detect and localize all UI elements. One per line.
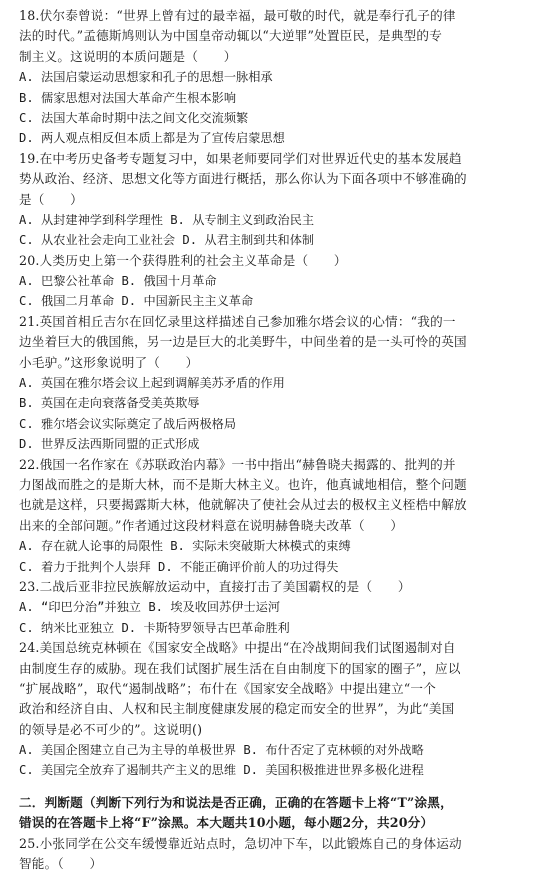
question-21 — [19, 312, 539, 455]
section-spacer — [19, 781, 539, 793]
question-23-stem-line: 23.二战后亚非拉民族解放运动中，直接打击了美国霸权的是（ ） — [19, 578, 411, 594]
question-25-stem-line: 智能。（ ） — [19, 856, 103, 872]
question-19-stem-line: 势从政治、经济、思想文化等方面进行概括，那么你认为下面各项中不够准确的 — [19, 171, 467, 187]
question-21-option-b: B. 英国在走向衰落备受美英欺辱 — [19, 396, 200, 411]
question-19-stem-line: 是（ ） — [19, 191, 83, 207]
question-18-option-c: C. 法国大革命时期中法之间文化交流频繁 — [19, 110, 249, 125]
question-18-option-b: B. 儒家思想对法国大革命产生根本影响 — [19, 90, 237, 105]
question-23-options-cd: C. 纳米比亚独立 D. 卡斯特罗领导古巴革命胜利 — [19, 620, 290, 635]
question-20-options-ab: A. 巴黎公社革命 B. 俄国十月革命 — [19, 274, 217, 289]
question-24 — [19, 638, 539, 781]
question-23-options-ab: A. “印巴分治”并独立 B. 埃及收回苏伊士运河 — [19, 600, 281, 615]
question-21-stem-line: 边坐着巨大的俄国熊，另一边是巨大的北美野牛，中间坐着的是一头可怜的英国 — [19, 334, 467, 350]
question-24-stem-line: 24.美国总统克林顿在《国家安全战略》中提出“在冷战期间我们试图遏制对自 — [19, 640, 456, 656]
question-22-stem-line: 力图战而胜之的是斯大林，而不是斯大林主义。也许，他真诚地相信，整个问题 — [19, 476, 467, 492]
question-24-options-ab: A. 美国企图建立自己为主导的单极世界 B. 布什否定了克林顿的对外战略 — [19, 743, 424, 758]
question-20-options-cd: C. 俄国二月革命 D. 中国新民主主义革命 — [19, 294, 254, 309]
question-24-options-cd: C. 美国完全放弃了遏制共产主义的思维 D. 美国积极推进世界多极化进程 — [19, 763, 424, 778]
question-25 — [19, 834, 539, 874]
question-24-stem-line: 政治和经济自由、人权和民主制度健康发展的稳定而安全的世界”，为此“美国 — [19, 701, 455, 717]
question-18-option-d: D. 两人观点相反但本质上都是为了宣传启蒙思想 — [19, 131, 285, 146]
question-22-options-cd: C. 着力于批判个人崇拜 D. 不能正确评价前人的功过得失 — [19, 559, 339, 574]
question-18-option-a: A. 法国启蒙运动思想家和孔子的思想一脉相承 — [19, 70, 273, 85]
question-24-stem-line: “扩展战略”，取代“遏制战略”；布什在《国家安全战略》中提出建立“一个 — [19, 680, 437, 696]
question-18-stem-line: 法的时代。”孟德斯鸠则认为中国皇帝动辄以“大逆罪”处置臣民，是典型的专 — [19, 28, 443, 44]
question-21-option-a: A. 英国在雅尔塔会议上起到调解美苏矛盾的作用 — [19, 376, 285, 391]
question-20-stem-line: 20.人类历史上第一个获得胜利的社会主义革命是（ ） — [19, 252, 347, 268]
question-21-stem-line: 小毛驴。”这形象说明了（ ） — [19, 354, 199, 370]
question-25-stem-line: 25.小张同学在公交车缓慢靠近站点时，急切冲下车，以此锻炼自己的身体运动 — [19, 835, 462, 851]
section-2-title-line: 错误的在答题卡上将“F”涂黑。本大题共10小题，每小题2分，共20分） — [19, 815, 434, 831]
exam-document — [19, 6, 539, 874]
question-19 — [19, 149, 539, 251]
question-21-option-c: C. 雅尔塔会议实际奠定了战后两极格局 — [19, 416, 237, 431]
question-19-options-ab: A. 从封建神学到科学理性 B. 从专制主义到政治民主 — [19, 212, 315, 227]
question-19-stem-line: 19.在中考历史备考专题复习中，如果老师要同学们对世界近代史的基本发展趋 — [19, 150, 462, 166]
question-20 — [19, 251, 539, 312]
question-22-options-ab: A. 存在就人论事的局限性 B. 实际未突破斯大林模式的束缚 — [19, 539, 351, 554]
question-22 — [19, 455, 539, 577]
question-22-stem-line: 也就是这样，只要揭露斯大林，他就解决了使社会从过去的极权主义桎梏中解放 — [19, 497, 467, 513]
question-24-stem-line: 由制度生存的威胁。现在我们试图扩展生活在自由制度下的国家的圈子”，应以 — [19, 660, 461, 676]
question-23 — [19, 577, 539, 638]
question-21-stem-line: 21.英国首相丘吉尔在回忆录里这样描述自己参加雅尔塔会议的心情：“我的一 — [19, 313, 456, 329]
question-18 — [19, 6, 539, 149]
question-18-stem-line: 18.伏尔泰曾说：“世界上曾有过的最幸福，最可敬的时代，就是奉行孔子的律 — [19, 8, 456, 23]
question-22-stem-line: 22.俄国一名作家在《苏联政治内幕》一书中指出“赫鲁晓夫揭露的、批判的并 — [19, 456, 456, 472]
section-2-heading — [19, 793, 539, 834]
question-19-options-cd: C. 从农业社会走向工业社会 D. 从君主制到共和体制 — [19, 233, 315, 248]
question-22-stem-line: 出来的全部问题。”作者通过这段材料意在说明赫鲁晓夫改革（ ） — [19, 517, 404, 533]
question-18-stem-line: 制主义。这说明的本质问题是（ ） — [19, 48, 237, 64]
question-21-option-d: D. 世界反法西斯同盟的正式形成 — [19, 437, 200, 452]
question-24-stem-line: 的领导是必不可少的”。这说明() — [19, 721, 203, 737]
section-2-title-line: 二．判断题（判断下列行为和说法是否正确，正确的在答题卡上将“T”涂黑， — [19, 794, 453, 810]
